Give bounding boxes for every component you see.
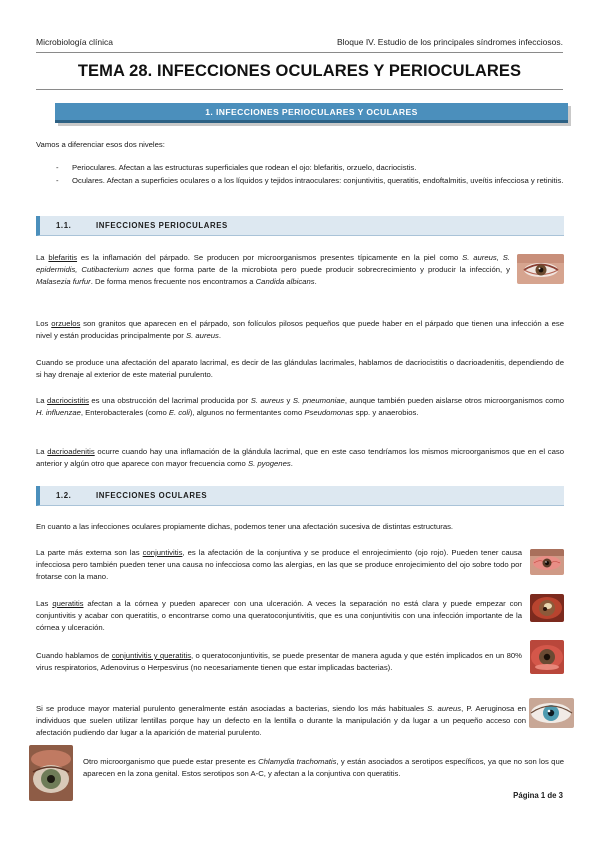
header-divider [36, 52, 563, 53]
blefaritis-paragraph: La blefaritis es la inflamación del párpado. Se producen por microorganismos presentes típicamente en la piel como S. aureus, S. epidermidis, Cutibacterium acnes que forma parte de la microbiota pero puede producir sobrecrecimiento y producir la infección, y Malasezia furfur. De forma menos frecuente nos encontramos a Candida albicans. [36, 253, 510, 286]
term-conjuntivitis-queratitis: conjuntivitis y queratitis [111, 651, 192, 660]
list-item-perioculares: - Perioculares. Afectan a las estructuras superficiales que rodean el ojo: blefaritis, orzuelo, dacriocistis. [56, 162, 566, 174]
section-banner-1: 1. INFECCIONES PERIOCULARES Y OCULARES [55, 103, 568, 123]
term-queratitis: queratitis [52, 599, 84, 608]
subsection-banner-1-2 [36, 486, 564, 506]
conjuntivitis-eye-photo [530, 549, 564, 575]
page-header [36, 37, 563, 51]
page-number: Página 1 de 3 [513, 791, 563, 800]
levels-list [56, 162, 566, 188]
list-item-oculares: - Oculares. Afectan a superficies oculares o a los líquidos y tejidos intraoculares: conjuntivitis, queratitis, endoftalmitis, uveítis infecciosa y retinitis. [56, 175, 566, 187]
title-divider [36, 89, 563, 90]
chlamydia-paragraph: Otro microorganismo que puede estar presente es Chlamydia trachomatis, y están asociados a serotipos específicos, ya que no son los que aparecen en la zona genital. Estos serotipos son A-C, y afectan a la conjuntiva con queratitis. [83, 757, 565, 778]
header-block: Bloque IV. Estudio de los principales síndromes infecciosos. [336, 37, 563, 47]
subsection-label: INFECCIONES PERIOCULARES [96, 221, 228, 230]
subsection-banner-1-1 [36, 216, 564, 236]
queratoconjuntivitis-eye-photo [530, 640, 564, 674]
queratitis-paragraph: Las queratitis afectan a la córnea y pueden aparecer con una ulceración. A veces la separación no está clara y puede empezar con conjuntivitis y acabar con queratitis, o encontrarse como una queratoconjuntivitis, que es una conjuntivitis con una infección importante de la córnea y ulceración. [36, 599, 523, 632]
term-dacrioadenitis: dacrioadenitis [47, 447, 95, 456]
lacrimal-paragraph: Cuando se produce una afectación del aparato lacrimal, es decir de las glándulas lacrimales, hablamos de dacriocistitis o dacrioadenitis, dependiendo de si hay drenaje al exterior de este material purulento. [36, 358, 564, 379]
purulento-paragraph: Si se produce mayor material purulento generalmente están asociadas a bacterias, siendo los más habituales S. aureus, P. Aeruginosa en individuos que suelen utilizar lentillas porque hay un defecto en la lentilla o durante la manipulación y da lugar a un pequeño acceso con afectación pudiendo dar lugar a la aparición de material purulento. [36, 704, 526, 737]
subsection-number: 1.2. [56, 491, 72, 500]
document-title: TEMA 28. INFECCIONES OCULARES Y PERIOCULARES [77, 62, 522, 80]
term-dacriocistitis: dacriocistitis [47, 396, 89, 405]
chlamydia-eye-photo [29, 745, 73, 801]
intro-paragraph: Vamos a diferenciar esos dos niveles: [36, 140, 165, 149]
term-orzuelos: orzuelos [51, 319, 81, 328]
term-conjuntivitis: conjuntivitis [142, 548, 183, 557]
header-subject: Microbiología clínica [36, 37, 114, 47]
queratitis-eye-photo [530, 594, 564, 622]
subsection-number: 1.1. [56, 221, 72, 230]
lentillas-eye-photo [529, 698, 574, 728]
subsection-label: INFECCIONES OCULARES [96, 491, 208, 500]
conjuntivitis-paragraph: La parte más externa son las conjuntivitis, es la afectación de la conjuntiva y se produce el enrojecimiento (ojo rojo). Pueden tener causa infecciosa pero también pueden tener una causa no infecciosa como las alergias, en las que se produce enrojecimiento del ojo sobre todo por frotarse con la mano. [36, 548, 522, 581]
dacriocistitis-paragraph: La dacriocistitis es una obstrucción del lacrimal producida por S. aureus y S. pneumoniae, aunque también pueden aislarse otros microorganismos como H. influenzae, Enterobacterales (como E. coli), algunos no fermentantes como Pseudomonas spp. y anaerobios. [36, 396, 565, 417]
dacrioadenitis-paragraph: La dacrioadenitis ocurre cuando hay una inflamación de la glándula lacrimal, que en este caso tendríamos los mismos microorganismos que en el caso anterior y algún otro que aparece con mayor frecuencia como S. pyogenes. [36, 447, 564, 468]
blefaritis-eye-photo [517, 254, 564, 284]
term-blefaritis: blefaritis [48, 253, 78, 262]
queratoconjuntivitis-paragraph: Cuando hablamos de conjuntivitis y queratitis, o queratoconjuntivitis, se puede presentar de manera aguda y que estén implicados en un 80% virus respiratorios, Adenovirus o Herpesvirus (no necesariamente tienen que estar implicadas bacterias). [36, 651, 522, 672]
orzuelos-paragraph: Los orzuelos son granitos que aparecen en el párpado, son folículos pilosos pequeños que puede haber en el párpado que tienen una infección a ese nivel y están producidas principalmente por S. aureus. [36, 319, 564, 340]
oculares-intro-paragraph: En cuanto a las infecciones oculares propiamente dichas, podemos tener una afectación sucesiva de distintas estructuras. [36, 522, 454, 531]
